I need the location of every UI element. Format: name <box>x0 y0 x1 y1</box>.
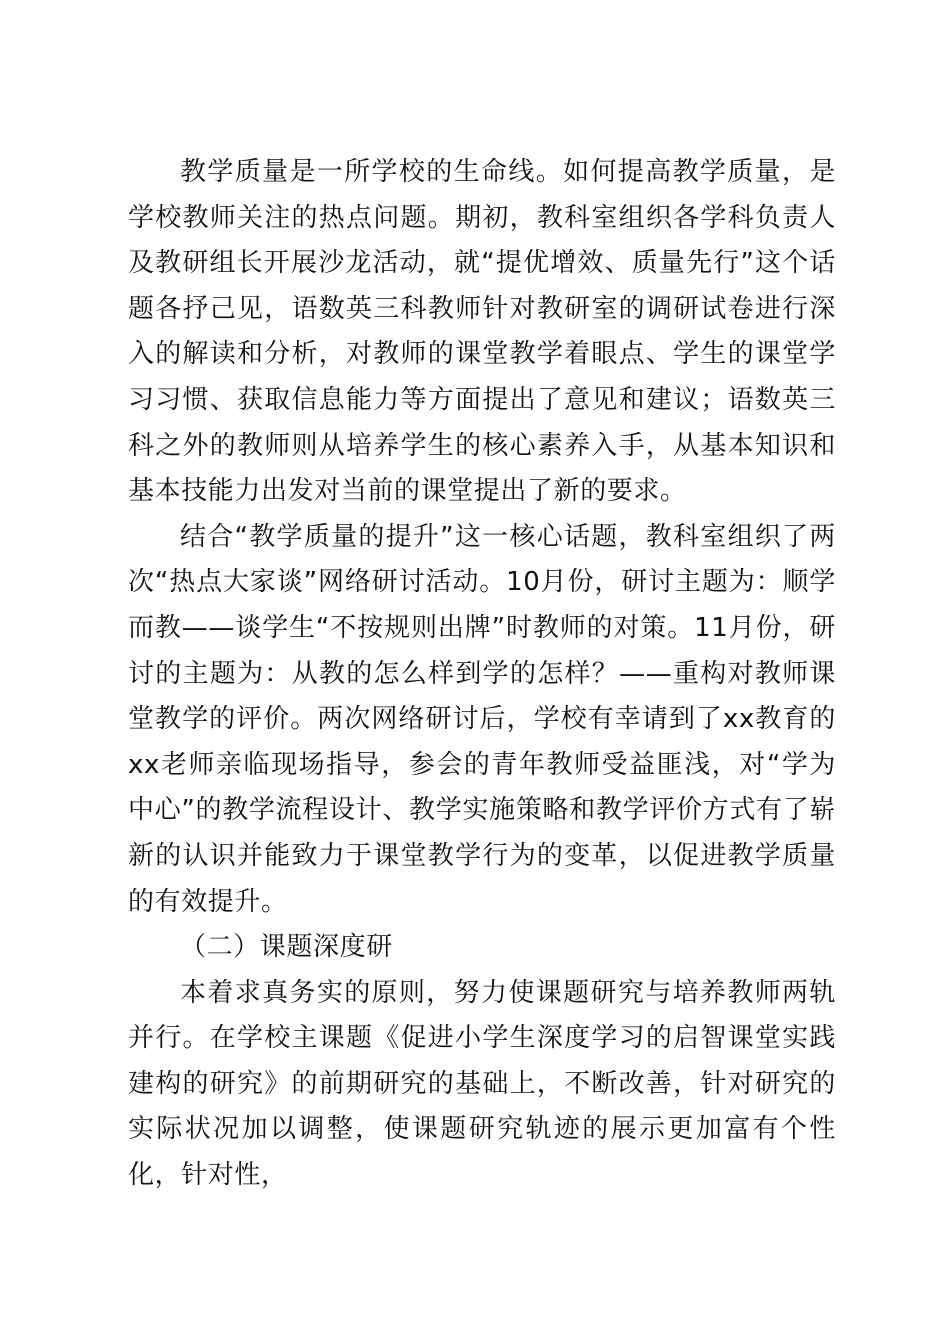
paragraph-online-seminar: 结合“教学质量的提升”这一核心话题，教科室组织了两次“热点大家谈”网络研讨活动。10月份，研讨主题为：顺学而教——谈学生“不按规则出牌”时教师的对策。11月份，研讨的主题为：从教的怎么样到学的怎样？——重构对教师课堂教学的评价。两次网络研讨后，学校有幸请到了xx教育的xx老师亲临现场指导，参会的青年教师受益匪浅，对“学为中心”的教学流程设计、教学实施策略和教学评价方式有了崭新的认识并能致力于课堂教学行为的变革，以促进教学质量的有效提升。 <box>128 521 836 917</box>
document-body <box>128 150 836 1199</box>
paragraph-research-project: 本着求真务实的原则，努力使课题研究与培养教师两轨并行。在学校主课题《促进小学生深度学习的启智课堂实践建构的研究》的前期研究的基础上，不断改善，针对研究的实际状况加以调整，使课题研究轨迹的展示更加富有个性化，针对性， <box>128 977 836 1191</box>
section-heading: （二）课题深度研 <box>180 932 393 963</box>
paragraph-teaching-quality: 教学质量是一所学校的生命线。如何提高教学质量，是学校教师关注的热点问题。期初，教科室组织各学科负责人及教研组长开展沙龙活动，就“提优增效、质量先行”这个话题各抒己见，语数英三科教师针对教研室的调研试卷进行深入的解读和分析，对教师的课堂教学着眼点、学生的课堂学习习惯、获取信息能力等方面提出了意见和建议；语数英三科之外的教师则从培养学生的核心素养入手，从基本知识和基本技能力出发对当前的课堂提出了新的要求。 <box>128 157 836 507</box>
